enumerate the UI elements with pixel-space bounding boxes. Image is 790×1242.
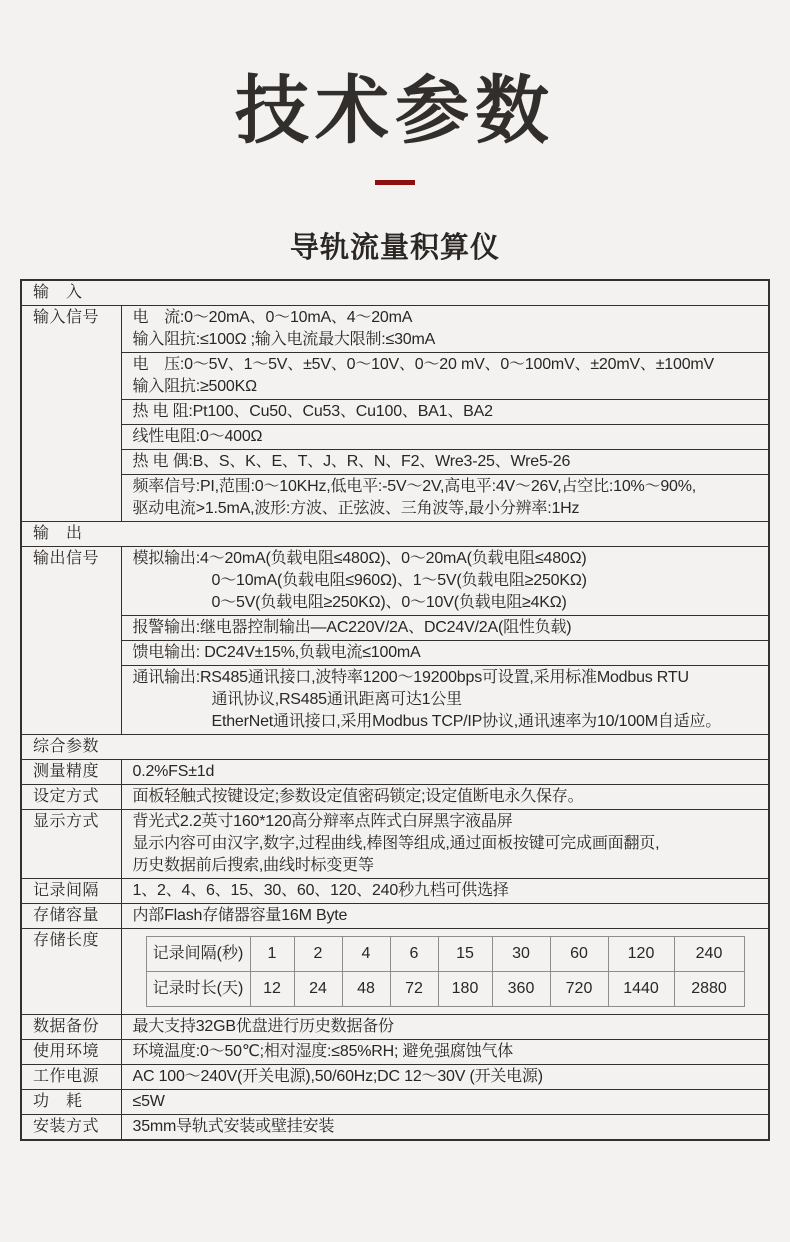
input-rtd-cell (121, 400, 769, 425)
display-method-cell (121, 810, 769, 879)
spec-row-data-backup (21, 1015, 769, 1040)
spec-line: 电 压:0～5V、1～5V、±5V、0～10V、0～20 mV、0～100mV、±20mV、±100mV (132, 356, 714, 373)
page-title: 技术参数 (235, 69, 555, 152)
row-label-power-consumption: 功 耗 (21, 1090, 121, 1115)
installation-cell (121, 1115, 769, 1141)
spec-line: 通讯协议,RS485通讯距离可达1公里 (211, 691, 462, 708)
spec-row-input-linear-resistance (21, 425, 769, 450)
section-header-general: 综合参数 (21, 735, 769, 760)
section-header-input: 输 入 (21, 280, 769, 306)
spec-row-communication-output (21, 666, 769, 735)
storage-interval-cell: 1 (250, 937, 294, 972)
input-linear-resistance-cell (121, 425, 769, 450)
storage-interval-cell: 30 (492, 937, 550, 972)
spec-line: 输入阻抗:≥500KΩ (132, 378, 257, 395)
storage-interval-header: 记录间隔(秒) (146, 937, 250, 972)
spec-line: 0～5V(负载电阻≥250KΩ)、0～10V(负载电阻≥4KΩ) (211, 594, 567, 611)
storage-duration-cell: 180 (438, 972, 492, 1007)
alarm-output-cell (121, 616, 769, 641)
storage-capacity-cell (121, 904, 769, 929)
storage-interval-row (146, 937, 744, 972)
spec-row-input-current (21, 306, 769, 353)
row-label-record-interval: 记录间隔 (21, 879, 121, 904)
spec-line: 热 电 偶:B、S、K、E、T、J、R、N、F2、Wre3-25、Wre5-26 (132, 453, 571, 470)
spec-row-input-rtd (21, 400, 769, 425)
spec-line: 频率信号:PI,范围:0～10KHz,低电平:-5V～2V,高电平:4V～26V,占空比:10%～90%, (132, 478, 697, 495)
storage-duration-cell: 48 (342, 972, 390, 1007)
spec-line: 环境温度:0～50℃;相对湿度:≤85%RH; 避免强腐蚀气体 (132, 1043, 514, 1060)
spec-line: 馈电输出: DC24V±15%,负载电流≤100mA (132, 644, 421, 661)
spec-table (20, 279, 770, 1141)
spec-row-record-interval (21, 879, 769, 904)
section-row-general (21, 735, 769, 760)
storage-interval-cell: 6 (390, 937, 438, 972)
row-label-input-signal: 输入信号 (21, 306, 121, 522)
communication-output-cell (121, 666, 769, 735)
page (0, 69, 790, 1141)
storage-length-cell (121, 929, 769, 1015)
spec-row-power-consumption (21, 1090, 769, 1115)
spec-row-power-supply (21, 1065, 769, 1090)
spec-row-accuracy (21, 760, 769, 785)
storage-duration-cell: 720 (550, 972, 608, 1007)
power-consumption-cell (121, 1090, 769, 1115)
section-header-output: 输 出 (21, 522, 769, 547)
spec-row-alarm-output (21, 616, 769, 641)
row-label-power-supply: 工作电源 (21, 1065, 121, 1090)
spec-row-storage-capacity (21, 904, 769, 929)
storage-interval-cell: 4 (342, 937, 390, 972)
spec-line: 内部Flash存储器容量16M Byte (132, 907, 348, 924)
spec-line: 线性电阻:0～400Ω (132, 428, 263, 445)
row-label-accuracy: 测量精度 (21, 760, 121, 785)
spec-line: 最大支持32GB优盘进行历史数据备份 (132, 1018, 394, 1035)
spec-line: 驱动电流>1.5mA,波形:方波、正弦波、三角波等,最小分辨率:1Hz (132, 500, 580, 517)
spec-line: 电 流:0～20mA、0～10mA、4～20mA (132, 309, 413, 326)
spec-line: 输入阻抗:≤100Ω ;输入电流最大限制:≤30mA (132, 331, 436, 348)
storage-interval-cell: 120 (608, 937, 674, 972)
input-thermocouple-cell (121, 450, 769, 475)
spec-line: 热 电 阻:Pt100、Cu50、Cu53、Cu100、BA1、BA2 (132, 403, 493, 420)
spec-line: AC 100～240V(开关电源),50/60Hz;DC 12～30V (开关电源) (132, 1068, 543, 1085)
spec-row-setting-method (21, 785, 769, 810)
storage-duration-cell: 1440 (608, 972, 674, 1007)
spec-line: 35mm导轨式安装或壁挂安装 (132, 1118, 335, 1135)
spec-row-installation (21, 1115, 769, 1141)
storage-duration-row (146, 972, 744, 1007)
storage-interval-cell: 60 (550, 937, 608, 972)
row-label-environment: 使用环境 (21, 1040, 121, 1065)
environment-cell (121, 1040, 769, 1065)
record-interval-cell (121, 879, 769, 904)
storage-interval-cell: 15 (438, 937, 492, 972)
storage-duration-header: 记录时长(天) (146, 972, 250, 1007)
row-label-storage-length: 存储长度 (21, 929, 121, 1015)
row-label-data-backup: 数据备份 (21, 1015, 121, 1040)
spec-line: 历史数据前后搜索,曲线时标变更等 (132, 857, 374, 874)
spec-row-environment (21, 1040, 769, 1065)
input-current-cell (121, 306, 769, 353)
row-label-storage-capacity: 存储容量 (21, 904, 121, 929)
spec-line: 0～10mA(负载电阻≤960Ω)、1～5V(负载电阻≥250KΩ) (211, 572, 587, 589)
data-backup-cell (121, 1015, 769, 1040)
row-label-installation: 安装方式 (21, 1115, 121, 1141)
product-name: 导轨流量积算仪 (289, 232, 500, 264)
storage-interval-cell: 2 (294, 937, 342, 972)
storage-duration-cell: 360 (492, 972, 550, 1007)
storage-duration-cell: 24 (294, 972, 342, 1007)
spec-row-display-method (21, 810, 769, 879)
storage-duration-cell: 12 (250, 972, 294, 1007)
spec-line: 通讯输出:RS485通讯接口,波特率1200～19200bps可设置,采用标准Modbus RTU (132, 669, 689, 686)
storage-duration-cell: 2880 (674, 972, 744, 1007)
spec-line: 0.2%FS±1d (132, 763, 215, 780)
spec-row-input-frequency (21, 475, 769, 522)
spec-line: 1、2、4、6、15、30、60、120、240秒九档可供选择 (132, 882, 509, 899)
power-supply-cell (121, 1065, 769, 1090)
storage-table (146, 936, 745, 1007)
row-label-display-method: 显示方式 (21, 810, 121, 879)
input-voltage-cell (121, 353, 769, 400)
spec-line: EtherNet通讯接口,采用Modbus TCP/IP协议,通讯速率为10/100M自适应。 (211, 713, 722, 730)
spec-row-input-voltage (21, 353, 769, 400)
spec-line: 背光式2.2英寸160*120高分辩率点阵式白屏黑字液晶屏 (132, 813, 513, 830)
row-label-setting-method: 设定方式 (21, 785, 121, 810)
analog-output-cell (121, 547, 769, 616)
spec-row-input-thermocouple (21, 450, 769, 475)
spec-row-feed-output (21, 641, 769, 666)
row-label-output-signal: 输出信号 (21, 547, 121, 735)
spec-line: 模拟输出:4～20mA(负载电阻≤480Ω)、0～20mA(负载电阻≤480Ω) (132, 550, 587, 567)
spec-line: 显示内容可由汉字,数字,过程曲线,棒图等组成,通过面板按键可完成画面翻页, (132, 835, 660, 852)
input-frequency-cell (121, 475, 769, 522)
setting-method-cell (121, 785, 769, 810)
spec-line: 面板轻触式按键设定;参数设定值密码锁定;设定值断电永久保存。 (132, 788, 584, 805)
spec-line: 报警输出:继电器控制输出—AC220V/2A、DC24V/2A(阻性负载) (132, 619, 572, 636)
storage-interval-cell: 240 (674, 937, 744, 972)
section-row-input (21, 280, 769, 306)
feed-output-cell (121, 641, 769, 666)
spec-row-analog-output (21, 547, 769, 616)
spec-line: ≤5W (132, 1093, 165, 1110)
section-row-output (21, 522, 769, 547)
spec-row-storage-length (21, 929, 769, 1015)
accuracy-cell (121, 760, 769, 785)
title-divider (375, 180, 415, 185)
storage-duration-cell: 72 (390, 972, 438, 1007)
